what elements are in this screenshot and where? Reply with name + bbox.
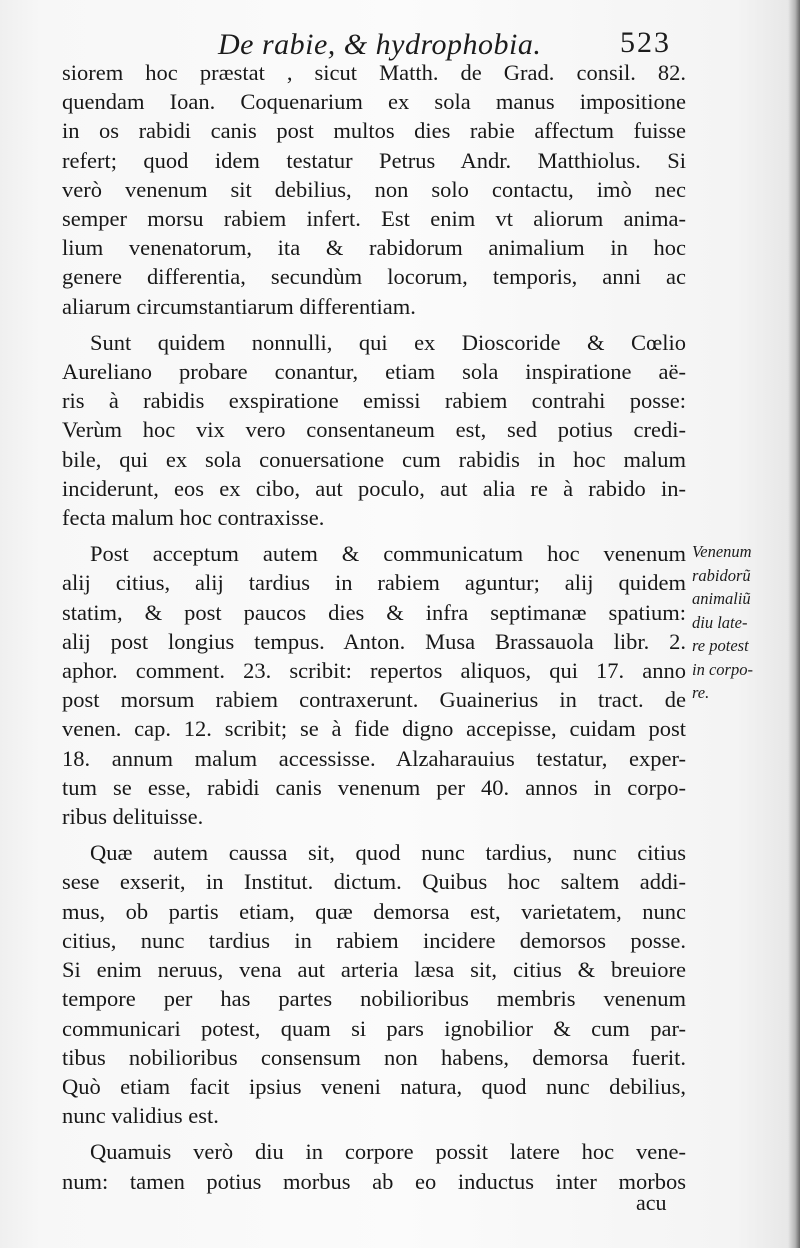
text-line: tibus nobilioribus consensum non habens, demorsa fuerit. (62, 1044, 686, 1070)
text-line: ris à rabidis exspiratione emissi rabiem contrahi posse: (62, 388, 686, 414)
text-line: siorem hoc præstat , sicut Matth. de Grad. consil. 82. (62, 60, 686, 85)
text-line: num: tamen potius morbus ab eo inductus inter morbos (62, 1168, 686, 1194)
text-line: nunc validius est. (62, 1103, 219, 1129)
paragraph-gap (62, 321, 686, 328)
text-line: sese exserit, in Institut. dictum. Quibus hoc saltem addi- (62, 869, 686, 895)
text-line: bile, qui ex sola conuersatione cum rabidis in hoc malum (62, 446, 686, 472)
text-line: Quæ autem caussa sit, quod nunc tardius, nunc citius (90, 840, 686, 866)
text-line: Post acceptum autem & communicatum hoc venenum (90, 541, 686, 567)
text-line: inciderunt, eos ex cibo, aut poculo, aut alia re à rabido in- (62, 475, 686, 501)
text-line: communicari potest, quam si pars ignobilior & cum par- (62, 1015, 686, 1041)
text-line: post morsum rabiem contraxerunt. Guainerius in tract. de (62, 687, 686, 713)
paragraph-gap (62, 831, 686, 838)
text-line: ribus delituisse. (62, 804, 204, 830)
text-line: Si enim neruus, vena aut arteria læsa sit, citius & breuiore (62, 957, 686, 983)
text-line: Quamuis verò diu in corpore possit latere hoc vene- (90, 1139, 686, 1165)
text-line: quendam Ioan. Coquenarium ex sola manus impositione (62, 89, 686, 115)
text-line: citius, nunc tardius in rabiem incidere demorsos posse. (62, 927, 686, 953)
running-title: De rabie, & hydrophobia. (218, 28, 542, 61)
text-line: semper morsu rabiem infert. Est enim vt aliorum anima- (62, 206, 686, 232)
text-line: alij post longius tempus. Anton. Musa Brassauola libr. 2. (62, 628, 686, 654)
text-line: venen. cap. 12. scribit; se à fide digno accepisse, cuidam post (62, 716, 686, 742)
text-line: alij citius, alij tardius in rabiem aguntur; alij quidem (62, 570, 686, 596)
text-line: in os rabidi canis post multos dies rabie affectum fuisse (62, 118, 686, 144)
text-line: refert; quod idem testatur Petrus Andr. Matthiolus. Si (62, 147, 686, 173)
text-line: Quò etiam facit ipsius veneni natura, quod nunc debilius, (62, 1073, 686, 1099)
text-line: lium venenatorum, ita & rabidorum animalium in hoc (62, 235, 686, 261)
body-text (62, 58, 686, 1196)
paragraph-gap (62, 532, 686, 539)
page-number: 523 (620, 26, 671, 59)
marginal-note-line: re potest (692, 636, 749, 655)
marginal-note (692, 540, 796, 705)
text-line: Verùm hoc vix vero consentaneum est, sed potius credi- (62, 417, 686, 443)
marginal-note-line: in corpo- (692, 659, 753, 679)
text-line: mus, ob partis etiam, quæ demorsa est, varietatem, nunc (62, 898, 686, 924)
marginal-note-line: re. (692, 683, 710, 702)
text-line: fecta malum hoc contraxisse. (62, 505, 325, 531)
catchword: acu (636, 1190, 667, 1215)
marginal-note-line: animaliũ (692, 589, 751, 608)
text-line: genere differentia, secundùm locorum, temporis, anni ac (62, 264, 686, 290)
text-line: tempore per has partes nobilioribus membris venenum (62, 986, 686, 1012)
paragraph-gap (62, 1130, 686, 1137)
text-line: verò venenum sit debilius, non solo contactu, imò nec (62, 176, 686, 202)
text-line: aliarum circumstantiarum differentiam. (62, 293, 416, 319)
text-line: Sunt quidem nonnulli, qui ex Dioscoride & Cœlio (90, 329, 686, 355)
text-line: Aureliano probare conantur, etiam sola inspiratione aë- (62, 359, 686, 385)
text-line: aphor. comment. 23. scribit: repertos aliquos, qui 17. anno (62, 658, 686, 684)
marginal-note-line: diu late- (692, 612, 748, 632)
text-line: statim, & post paucos dies & infra septimanæ spatium: (62, 599, 686, 625)
marginal-note-line: rabidorũ (692, 565, 751, 585)
marginal-note-line: Venenum (692, 542, 752, 561)
text-line: 18. annum malum accessisse. Alzaharauius testatur, exper- (62, 745, 686, 771)
text-line: tum se esse, rabidi canis venenum per 40. annos in corpo- (62, 774, 686, 800)
